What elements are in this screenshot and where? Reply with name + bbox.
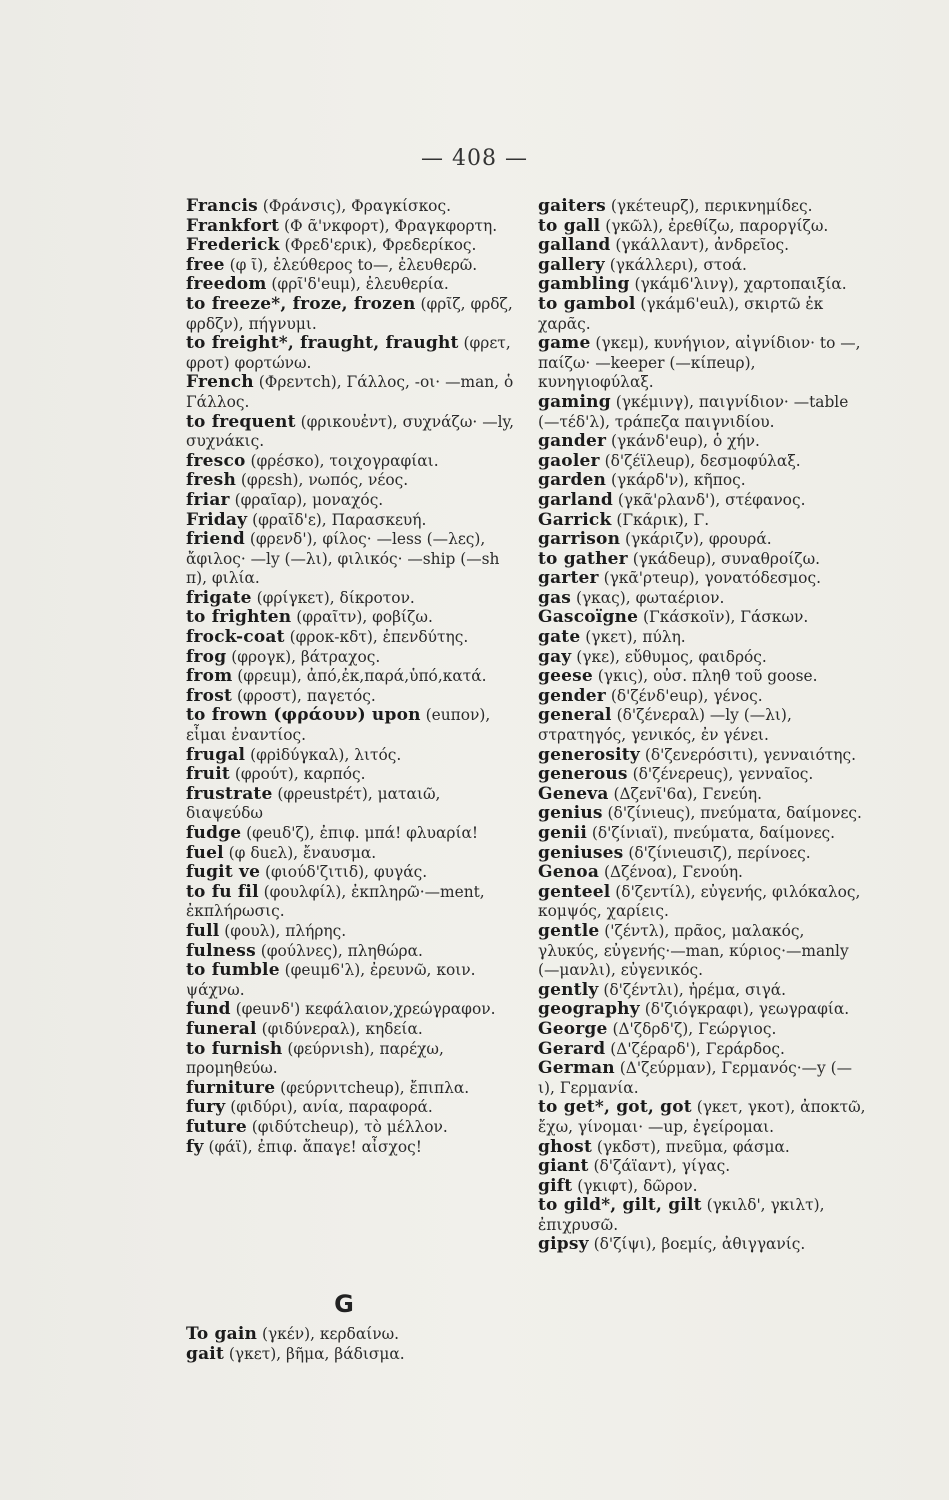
dictionary-entry xyxy=(186,1325,516,1345)
entry-definition: (Φ ᾶ'νκφορτ), Φραγκφορτη. xyxy=(279,216,498,235)
dictionary-entry xyxy=(538,1196,868,1235)
entry-headword: from xyxy=(186,666,233,687)
entry-definition: (γκέτeuρζ), περικνημίδες. xyxy=(605,197,813,215)
entry-headword: to frequent xyxy=(186,411,296,432)
entry-definition: (δ'ζεντίλ), εὐγενής, φιλόκαλος, κομψός, χαρίεις. xyxy=(538,882,861,921)
entry-definition: (Δ'ζέραρδ'), Γεράρδος. xyxy=(605,1039,785,1058)
entry-headword: fruit xyxy=(186,764,230,785)
dictionary-entry xyxy=(538,295,868,334)
entry-definition: (γκάλλαντ), ἀνδρεῖος. xyxy=(610,236,790,255)
dictionary-entry xyxy=(186,785,516,824)
entry-headword: galland xyxy=(538,235,611,256)
entry-definition: (δ'ζένδ'euρ), γένος. xyxy=(605,686,763,705)
entry-headword: to freeze*, froze, frozen xyxy=(186,293,416,314)
entry-definition: (Δ'ζδρδ'ζ), Γεώργιος. xyxy=(607,1019,777,1038)
dictionary-entry xyxy=(186,1020,516,1040)
entry-definition: (euπον), εἶμαι ἐναντίος. xyxy=(186,706,491,745)
entry-headword: Francis xyxy=(186,196,258,216)
entry-headword: gander xyxy=(538,431,607,452)
dictionary-entry xyxy=(186,1345,516,1365)
dictionary-entry xyxy=(186,197,516,217)
entry-definition: (δ'ζένερeuς), γενναῖος. xyxy=(627,765,814,784)
dictionary-entry xyxy=(538,471,868,491)
entry-definition: (Φρεδ'ερικ), Φρεδερίκος. xyxy=(279,236,477,255)
dictionary-entry xyxy=(186,217,516,237)
dictionary-entry xyxy=(186,1000,516,1020)
entry-definition: (φρeustρέτ), ματαιῶ, διαψεύδω xyxy=(186,784,441,823)
entry-definition: (δ'ζέϊλeuρ), δεσμοφύλαξ. xyxy=(599,451,801,470)
dictionary-entry xyxy=(186,1138,516,1158)
entry-headword: frugal xyxy=(186,744,246,765)
dictionary-entry xyxy=(186,295,516,334)
entry-definition: ('ζέντλ), πρᾶος, μαλακός, γλυκύς, εὐγενής·—man, κύριος·—manly (—μανλι), εὐγενικός. xyxy=(538,921,849,980)
dictionary-entry xyxy=(538,883,868,922)
entry-headword: geniuses xyxy=(538,842,624,863)
entry-definition: (δ'ζενερόσιτι), γενναιότης. xyxy=(639,745,856,764)
entry-headword: funeral xyxy=(186,1018,257,1039)
entry-headword: garrison xyxy=(538,529,621,550)
entry-headword: friend xyxy=(186,529,245,550)
entry-definition: (δ'ζίνιeuς), πνεύματα, δαίμονες. xyxy=(602,804,862,823)
entry-headword: German xyxy=(538,1058,615,1079)
entry-headword: Gerard xyxy=(538,1038,606,1059)
entry-headword: gift xyxy=(538,1175,573,1196)
entry-definition: (γκδστ), πνεῦμα, φάσμα. xyxy=(592,1137,790,1156)
dictionary-entry xyxy=(186,275,516,295)
dictionary-entry xyxy=(538,608,868,628)
entry-definition: (φ ῖ), ἐλεύθερος to—, ἐλευθερῶ. xyxy=(224,255,478,274)
entry-headword: gate xyxy=(538,627,581,648)
entry-headword: fulness xyxy=(186,940,256,961)
page-number: — 408 — xyxy=(421,146,528,171)
entry-headword: genii xyxy=(538,823,587,843)
entry-definition: (γκάμ6'λινγ), χαρτοπαιξία. xyxy=(629,275,847,294)
dictionary-entry xyxy=(186,413,516,452)
entry-headword: gambling xyxy=(538,274,630,295)
entry-definition: (φιδύνεραλ), κηδεία. xyxy=(256,1019,423,1038)
entry-headword: Frederick xyxy=(186,235,280,256)
entry-definition: (Φράνσις), Φραγκίσκος. xyxy=(257,197,451,215)
entry-definition: (φeuνδ') κεφάλαιον,χρεώγραφον. xyxy=(230,1000,496,1019)
entry-definition: (φρiδύγκαλ), λιτός. xyxy=(245,745,402,764)
entry-headword: full xyxy=(186,920,220,941)
dictionary-entry xyxy=(538,236,868,256)
entry-definition: (φρετ, φροτ) φορτώνω. xyxy=(186,334,511,372)
entry-headword: giant xyxy=(538,1156,589,1177)
section-letter-g: G xyxy=(334,1290,354,1318)
entry-definition: (γκεμ), κυνήγιον, αἰγνίδιον· to —, παίζω· —keeper (—κίπeuρ), κυνηγιοφύλαξ. xyxy=(538,334,861,392)
dictionary-entry xyxy=(186,334,516,373)
entry-definition: (δ'ζάϊαντ), γίγας. xyxy=(588,1157,731,1176)
dictionary-entry xyxy=(186,628,516,648)
entry-definition: (φeuμ6'λ), ἐρευνῶ, κοιν. ψάχνω. xyxy=(186,961,476,999)
dictionary-entry xyxy=(538,491,868,511)
dictionary-entry xyxy=(186,530,516,589)
entry-definition: (φρικουἐντ), συχνάζω· —ly, συχνάκις. xyxy=(186,412,515,451)
dictionary-entry xyxy=(538,1059,868,1098)
entry-headword: generous xyxy=(538,764,628,785)
entry-definition: (δ'ζίνιeuσιζ), περίνοες. xyxy=(623,843,811,862)
entry-headword: gait xyxy=(186,1343,225,1364)
dictionary-entry xyxy=(186,511,516,531)
entry-definition: (φρίγκετ), δίκροτον. xyxy=(251,588,415,607)
entry-headword: to freight*, fraught, fraught xyxy=(186,333,459,354)
entry-definition: (γκιλδ', γκιλτ), ἐπιχρυσῶ. xyxy=(538,1196,825,1234)
entry-headword: to gambol xyxy=(538,293,636,314)
entry-definition: (δ'ζιόγκραφι), γεωγραφία. xyxy=(639,1000,850,1019)
dictionary-entry xyxy=(538,1040,868,1060)
entry-headword: frustrate xyxy=(186,783,273,804)
entry-definition: (Γκάσκοϊν), Γάσκων. xyxy=(638,608,809,627)
entry-definition: (φιούδ'ζιτιδ), φυγάς. xyxy=(260,863,428,882)
dictionary-entry xyxy=(186,883,516,922)
g-section-entries xyxy=(186,1325,516,1364)
dictionary-entry xyxy=(538,530,868,550)
entry-headword: garland xyxy=(538,489,613,510)
entry-definition: (φρεsh), νωπός, νέος. xyxy=(236,471,409,490)
entry-definition: (γκάνδ'euρ), ὁ χήν. xyxy=(606,432,760,451)
entry-definition: (γκέν), κερδαίνω. xyxy=(257,1325,400,1343)
entry-definition: (γκᾶ'ρλανδ'), στέφανος. xyxy=(612,490,806,509)
entry-headword: future xyxy=(186,1116,247,1137)
entry-headword: gallery xyxy=(538,254,605,275)
entry-headword: To gain xyxy=(186,1324,258,1344)
dictionary-entry xyxy=(538,687,868,707)
dictionary-entry xyxy=(538,1000,868,1020)
entry-headword: French xyxy=(186,372,254,393)
entry-definition: (γκάδeuρ), συναθροίζω. xyxy=(627,549,821,568)
entry-headword: to gild*, gilt, gilt xyxy=(538,1195,702,1216)
entry-definition: (δ'ζίψι), βοεμίς, ἀθιγγανίς. xyxy=(588,1235,806,1254)
entry-definition: (φεύρνιτcheuρ), ἔπιπλα. xyxy=(275,1078,470,1097)
dictionary-entry xyxy=(186,471,516,491)
entry-headword: Geneva xyxy=(538,783,609,804)
dictionary-entry xyxy=(186,863,516,883)
dictionary-entry xyxy=(186,961,516,1000)
entry-definition: (φάϊ), ἐπιφ. ἄπαγε! αἶσχος! xyxy=(203,1137,422,1156)
entry-definition: (γκῶλ), ἐρεθίζω, παροργίζω. xyxy=(600,216,829,235)
entry-definition: (γκιφτ), δῶρον. xyxy=(572,1176,698,1195)
entry-headword: gaiters xyxy=(538,196,606,216)
dictionary-entry xyxy=(186,667,516,687)
entry-definition: (φρούτ), καρπός. xyxy=(229,765,366,784)
dictionary-entry xyxy=(538,589,868,609)
dictionary-entry xyxy=(186,824,516,844)
dictionary-entry xyxy=(538,1157,868,1177)
dictionary-entry xyxy=(186,1098,516,1118)
dictionary-entry xyxy=(538,1177,868,1197)
entry-definition: (γκάρδ'ν), κῆπος. xyxy=(606,471,746,490)
entry-definition: (Δ'ζεύρμαν), Γερμανός·—y (—ι), Γερμανία. xyxy=(538,1059,852,1097)
dictionary-entry xyxy=(538,1235,868,1255)
entry-definition: (Γκάρικ), Γ. xyxy=(611,510,710,529)
dictionary-entry xyxy=(186,844,516,864)
entry-headword: frock-coat xyxy=(186,627,285,648)
dictionary-entry xyxy=(186,1040,516,1079)
entry-definition: (γκας), φωταέριον. xyxy=(571,588,725,607)
dictionary-entry xyxy=(538,217,868,237)
entry-headword: genteel xyxy=(538,881,611,902)
entry-definition: (φραῖδ'ε), Παρασκευή. xyxy=(247,510,427,529)
dictionary-entry xyxy=(538,569,868,589)
entry-definition: (φρεuμ), ἀπό,ἐκ,παρά,ὑπό,κατά. xyxy=(232,667,487,686)
entry-headword: game xyxy=(538,333,591,354)
entry-headword: geese xyxy=(538,666,593,687)
entry-definition: (Φρεντch), Γάλλος, -οι· —man, ὁ Γάλλος. xyxy=(186,373,514,411)
entry-headword: frost xyxy=(186,685,233,706)
entry-headword: to fumble xyxy=(186,960,280,981)
entry-definition: (γκετ), πύλη. xyxy=(580,628,686,647)
entry-headword: Garrick xyxy=(538,509,612,530)
dictionary-entry xyxy=(186,687,516,707)
left-column xyxy=(186,197,516,1157)
entry-headword: fury xyxy=(186,1097,226,1118)
dictionary-entry xyxy=(186,765,516,785)
dictionary-entry xyxy=(186,706,516,745)
dictionary-entry xyxy=(186,491,516,511)
entry-headword: garter xyxy=(538,568,599,589)
entry-definition: (φρῖ'δ'euμ), ἐλευθερία. xyxy=(266,275,449,294)
entry-definition: (γκις), οὐσ. πληθ τοῦ goose. xyxy=(592,667,818,686)
dictionary-entry xyxy=(538,824,868,844)
entry-headword: geography xyxy=(538,999,640,1020)
right-column xyxy=(538,197,868,1255)
entry-headword: garden xyxy=(538,470,607,491)
entry-headword: gipsy xyxy=(538,1234,589,1255)
entry-headword: furniture xyxy=(186,1077,276,1098)
entry-definition: (Δζένοα), Γενούη. xyxy=(599,863,743,882)
dictionary-entry xyxy=(186,589,516,609)
entry-definition: (φροστ), παγετός. xyxy=(232,686,376,705)
entry-headword: friar xyxy=(186,489,230,510)
dictionary-entry xyxy=(538,667,868,687)
entry-definition: (φ δuελ), ἔναυσμα. xyxy=(223,843,377,862)
entry-headword: gaoler xyxy=(538,450,600,471)
dictionary-entry xyxy=(538,746,868,766)
entry-headword: to frown (φράουν) upon xyxy=(186,705,421,726)
dictionary-entry xyxy=(538,1020,868,1040)
entry-definition: (γκάλλερι), στοά. xyxy=(604,255,747,274)
dictionary-entry xyxy=(186,452,516,472)
dictionary-entry xyxy=(538,785,868,805)
dictionary-entry xyxy=(538,393,868,432)
entry-headword: fund xyxy=(186,999,231,1020)
dictionary-entry xyxy=(538,922,868,981)
entry-headword: gaming xyxy=(538,391,611,412)
entry-headword: frigate xyxy=(186,587,252,608)
dictionary-entry xyxy=(538,1138,868,1158)
entry-headword: free xyxy=(186,254,225,275)
entry-headword: genius xyxy=(538,803,603,824)
dictionary-entry xyxy=(538,863,868,883)
entry-headword: frog xyxy=(186,646,227,667)
entry-headword: to get*, got, got xyxy=(538,1097,692,1118)
entry-definition: (γκετ, γκοτ), ἀποκτῶ, ἔχω, γίνομαι· —up, ἐγείρομαι. xyxy=(538,1098,866,1136)
entry-headword: George xyxy=(538,1018,608,1039)
entry-definition: (δ'ζένεραλ) —ly (—λι), στρατηγός, γενικός, ἐν γένει. xyxy=(538,706,792,745)
entry-headword: gently xyxy=(538,979,599,1000)
dictionary-entry xyxy=(186,922,516,942)
entry-headword: gentle xyxy=(538,920,600,941)
entry-definition: (φιδύρι), ανία, παραφορά. xyxy=(225,1098,433,1117)
dictionary-entry xyxy=(538,765,868,785)
entry-headword: general xyxy=(538,705,612,726)
dictionary-entry xyxy=(538,628,868,648)
entry-headword: fudge xyxy=(186,823,242,843)
entry-headword: fresco xyxy=(186,450,246,471)
entry-definition: (φιδύτcheuρ), τὸ μέλλον. xyxy=(246,1117,448,1136)
dictionary-entry xyxy=(186,608,516,628)
entry-definition: (γκάμ6'euλ), σκιρτῶ ἐκ χαρᾶς. xyxy=(538,294,824,333)
dictionary-entry xyxy=(186,1118,516,1138)
entry-definition: (φρέσκο), τοιχογραφίαι. xyxy=(245,451,439,470)
dictionary-entry xyxy=(538,511,868,531)
entry-headword: fugit ve xyxy=(186,862,261,883)
entry-definition: (φρογκ), βάτραχος. xyxy=(226,647,381,666)
entry-definition: (φeuδ'ζ), ἐπιφ. μπά! φλυαρία! xyxy=(241,824,479,842)
entry-headword: gay xyxy=(538,646,572,667)
entry-headword: to fu fil xyxy=(186,881,259,902)
entry-headword: freedom xyxy=(186,274,267,295)
entry-definition: (φούλνες), πληθώρα. xyxy=(255,941,423,960)
entry-definition: (γκᾶ'ρτeuρ), γονατόδεσμος. xyxy=(598,569,821,588)
dictionary-entry xyxy=(186,746,516,766)
entry-definition: (δ'ζέντλι), ἠρέμα, σιγά. xyxy=(598,980,787,999)
entry-definition: (φροκ-κδτ), ἐπενδύτης. xyxy=(284,628,469,647)
dictionary-entry xyxy=(186,256,516,276)
dictionary-entry xyxy=(538,981,868,1001)
entry-definition: (γκε), εὔθυμος, φαιδρός. xyxy=(571,647,767,666)
entry-definition: (φουλ), πλήρης. xyxy=(219,921,347,940)
dictionary-entry xyxy=(538,256,868,276)
entry-definition: (γκετ), βῆμα, βάδισμα. xyxy=(224,1344,405,1363)
entry-headword: gender xyxy=(538,685,606,706)
dictionary-entry xyxy=(186,373,516,412)
entry-headword: Gascoïgne xyxy=(538,607,639,628)
entry-definition: (φρενδ'), φίλος· —less (—λες), ἄφιλος· —ly (—λι), φιλικός· —ship (—sh π), φιλία. xyxy=(186,530,500,588)
entry-headword: fresh xyxy=(186,470,237,491)
dictionary-entry xyxy=(538,432,868,452)
entry-definition: (φουλφίλ), ἐκπληρῶ·—ment, ἐκπλήρωσις. xyxy=(186,882,485,921)
entry-definition: (φεύρνιsh), παρέχω, προμηθεύω. xyxy=(186,1039,444,1078)
dictionary-entry xyxy=(538,334,868,393)
dictionary-entry xyxy=(186,236,516,256)
entry-headword: Genoa xyxy=(538,862,600,883)
dictionary-entry xyxy=(538,550,868,570)
dictionary-entry xyxy=(538,452,868,472)
entry-definition: (φραῖτν), φοβίζω. xyxy=(291,608,433,627)
entry-definition: (Δζενῖ'6α), Γενεύη. xyxy=(608,784,762,803)
dictionary-entry xyxy=(538,706,868,745)
dictionary-entry xyxy=(186,1079,516,1099)
entry-definition: (γκάριζν), φρουρά. xyxy=(620,530,772,549)
entry-definition: (φρῖζ, φρδζ, φρδζν), πήγνυμι. xyxy=(186,294,513,333)
entry-headword: to furnish xyxy=(186,1038,283,1059)
dictionary-entry xyxy=(538,648,868,668)
entry-definition: (δ'ζίνιαϊ), πνεύματα, δαίμονες. xyxy=(586,824,836,842)
entry-headword: fy xyxy=(186,1136,204,1157)
entry-headword: Friday xyxy=(186,509,248,530)
entry-headword: to gall xyxy=(538,215,601,236)
entry-definition: (φραῖαρ), μοναχός. xyxy=(229,490,384,509)
entry-headword: Frankfort xyxy=(186,215,280,236)
dictionary-entry xyxy=(538,275,868,295)
entry-headword: generosity xyxy=(538,744,640,765)
entry-headword: to frighten xyxy=(186,607,292,628)
entry-headword: fuel xyxy=(186,842,224,863)
dictionary-entry xyxy=(186,648,516,668)
entry-headword: ghost xyxy=(538,1136,593,1157)
dictionary-entry xyxy=(538,844,868,864)
dictionary-entry xyxy=(538,1098,868,1137)
dictionary-entry xyxy=(186,942,516,962)
entry-headword: gas xyxy=(538,587,572,608)
entry-headword: to gather xyxy=(538,548,628,569)
dictionary-entry xyxy=(538,197,868,217)
entry-definition: (γκέμινγ), παιγνίδιον· —table (—τέδ'λ), τράπεζα παιγνιδίου. xyxy=(538,392,849,431)
dictionary-entry xyxy=(538,804,868,824)
